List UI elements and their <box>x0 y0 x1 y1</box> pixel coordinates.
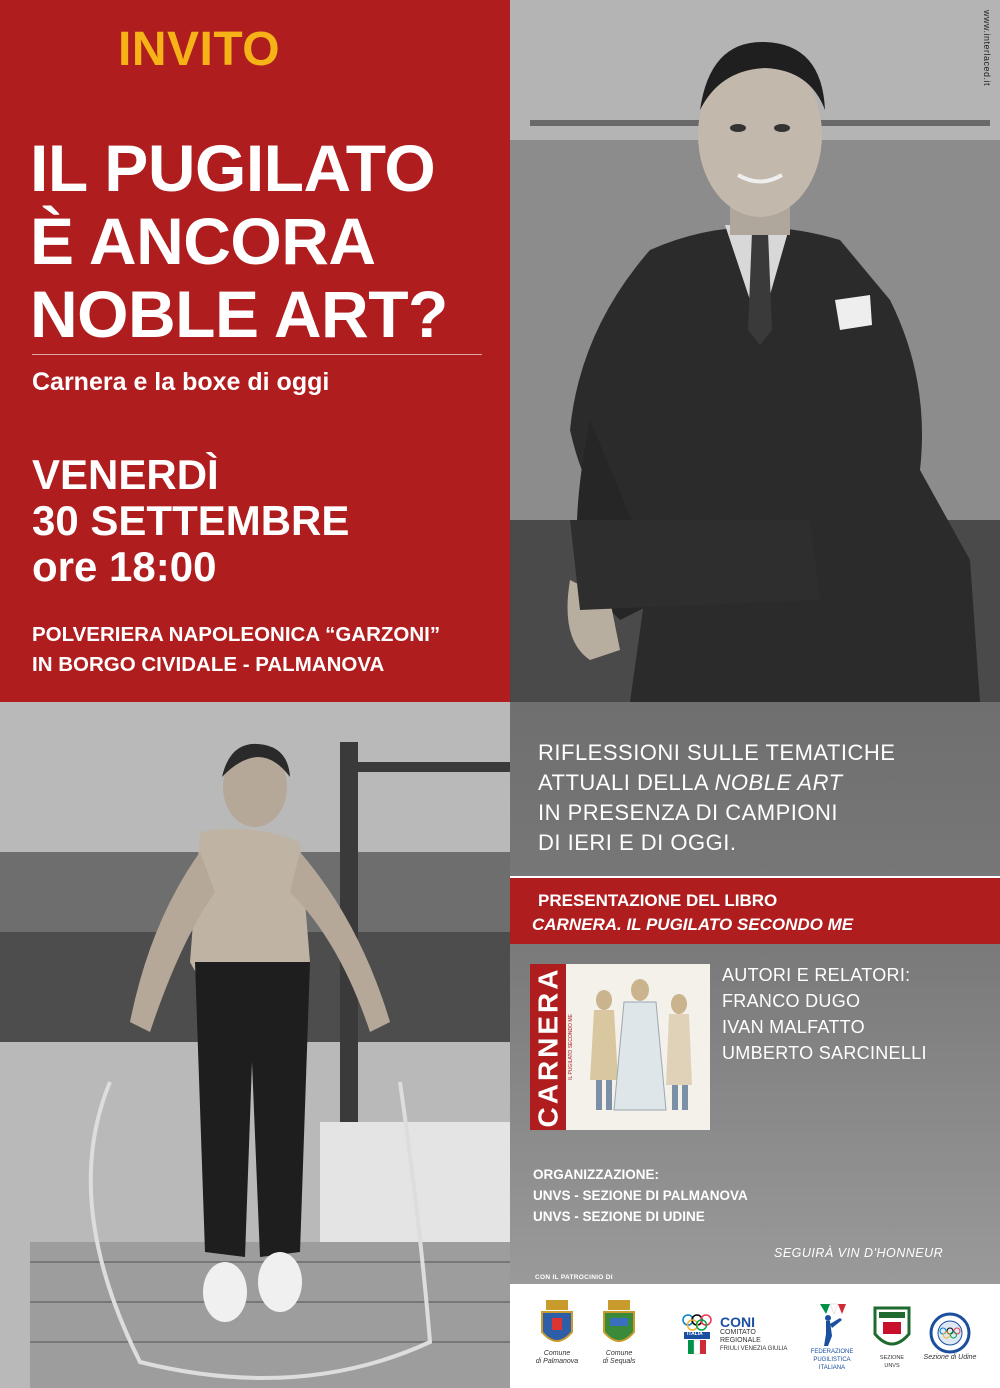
description-line <box>538 768 895 798</box>
event-datetime <box>32 452 349 590</box>
book-presentation-label: PRESENTAZIONE DEL LIBRO <box>538 891 778 910</box>
organizers-heading: ORGANIZZAZIONE: <box>533 1167 659 1182</box>
authors-heading: AUTORI E RELATORI: <box>722 965 911 985</box>
book-cover-art <box>574 970 704 1126</box>
unvs-udine-logo <box>918 1312 982 1362</box>
book-spine-subtitle <box>566 964 576 1130</box>
coni-logo <box>680 1312 790 1356</box>
book-title: CARNERA. IL PUGILATO SECONDO ME <box>532 915 854 934</box>
coni-brand: CONI <box>720 1314 755 1330</box>
logo-caption: FRIULI VENEZIA GIULIA <box>720 1346 788 1352</box>
logo-caption: SEZIONE <box>879 1355 905 1361</box>
logo-caption: PUGILISTICA <box>813 1357 851 1363</box>
shield-icon <box>873 1306 911 1354</box>
header-panel <box>0 0 510 702</box>
event-time: ore 18:00 <box>32 543 217 590</box>
description-line: DI IERI E DI OGGI. <box>538 830 737 855</box>
logo-caption: COMITATO <box>720 1329 756 1336</box>
description-line: IN PRESENZA DI CAMPIONI <box>538 800 838 825</box>
event-description <box>538 738 895 858</box>
patronage-label: CON IL PATROCINIO DI <box>535 1274 613 1281</box>
title-line: NOBLE ART? <box>30 277 448 351</box>
coni-country: ITALIA <box>687 1331 703 1337</box>
book-spine-subtitle-text: IL PUGILATO SECONDO ME <box>568 1014 575 1080</box>
poster-subtitle: Carnera e la boxe di oggi <box>32 368 330 396</box>
title-divider <box>32 354 482 355</box>
logo-caption: ITALIANA <box>818 1365 846 1371</box>
organizer-item: UNVS - SEZIONE DI PALMANOVA <box>533 1188 748 1203</box>
palmanova-crest-logo <box>532 1300 582 1366</box>
coni-text <box>720 1315 787 1353</box>
authors-list <box>722 962 927 1066</box>
organizers <box>533 1164 748 1227</box>
portrait-illustration <box>510 0 1000 702</box>
description-line: RIFLESSIONI SULLE TEMATICHE <box>538 740 896 765</box>
event-day: VENERDÌ <box>32 451 219 498</box>
venue-line: IN BORGO CIVIDALE - PALMANOVA <box>32 653 385 676</box>
logo-caption: REGIONALE <box>720 1337 761 1344</box>
book-spine-title: CARNERA <box>532 966 563 1128</box>
organizer-item: UNVS - SEZIONE DI UDINE <box>533 1209 705 1224</box>
crest-icon <box>602 1300 636 1350</box>
author-name: IVAN MALFATTO <box>722 1017 865 1037</box>
crest-icon <box>540 1300 574 1350</box>
boxer-photo <box>0 702 510 1388</box>
author-name: UMBERTO SARCINELLI <box>722 1043 927 1063</box>
logo-caption: FEDERAZIONE <box>810 1349 854 1355</box>
description-emphasis: NOBLE ART <box>714 770 843 795</box>
circle-emblem-icon <box>929 1312 971 1354</box>
event-date: 30 SETTEMBRE <box>32 497 350 544</box>
description-text: ATTUALI DELLA <box>538 770 715 795</box>
logo-caption: Comune <box>605 1350 633 1357</box>
boxer-figure-icon <box>812 1302 852 1348</box>
poster-title <box>30 132 500 351</box>
logo-caption: di Sequals <box>602 1358 636 1365</box>
unvs-palmanova-logo <box>868 1306 916 1370</box>
invite-label: INVITO <box>118 23 281 76</box>
sequals-crest-logo <box>594 1300 644 1366</box>
portrait-photo <box>510 0 1000 702</box>
photo-credit: www.interlaced.it <box>982 10 992 87</box>
boxer-illustration <box>0 702 510 1388</box>
logo-caption: di Palmanova <box>535 1358 579 1365</box>
logo-caption: Comune <box>543 1350 571 1357</box>
title-line: È ANCORA <box>30 204 376 278</box>
title-line: IL PUGILATO <box>30 131 436 205</box>
logo-caption: Sezione di Udine <box>923 1354 977 1361</box>
book-spine-label <box>530 964 566 1130</box>
venue-line: POLVERIERA NAPOLEONICA “GARZONI” <box>32 623 441 646</box>
event-venue <box>32 620 440 680</box>
author-name: FRANCO DUGO <box>722 991 861 1011</box>
closing-note: SEGUIRÀ VIN D'HONNEUR <box>774 1246 944 1260</box>
fpi-logo <box>800 1302 864 1372</box>
logo-caption: UNVS <box>884 1363 900 1369</box>
